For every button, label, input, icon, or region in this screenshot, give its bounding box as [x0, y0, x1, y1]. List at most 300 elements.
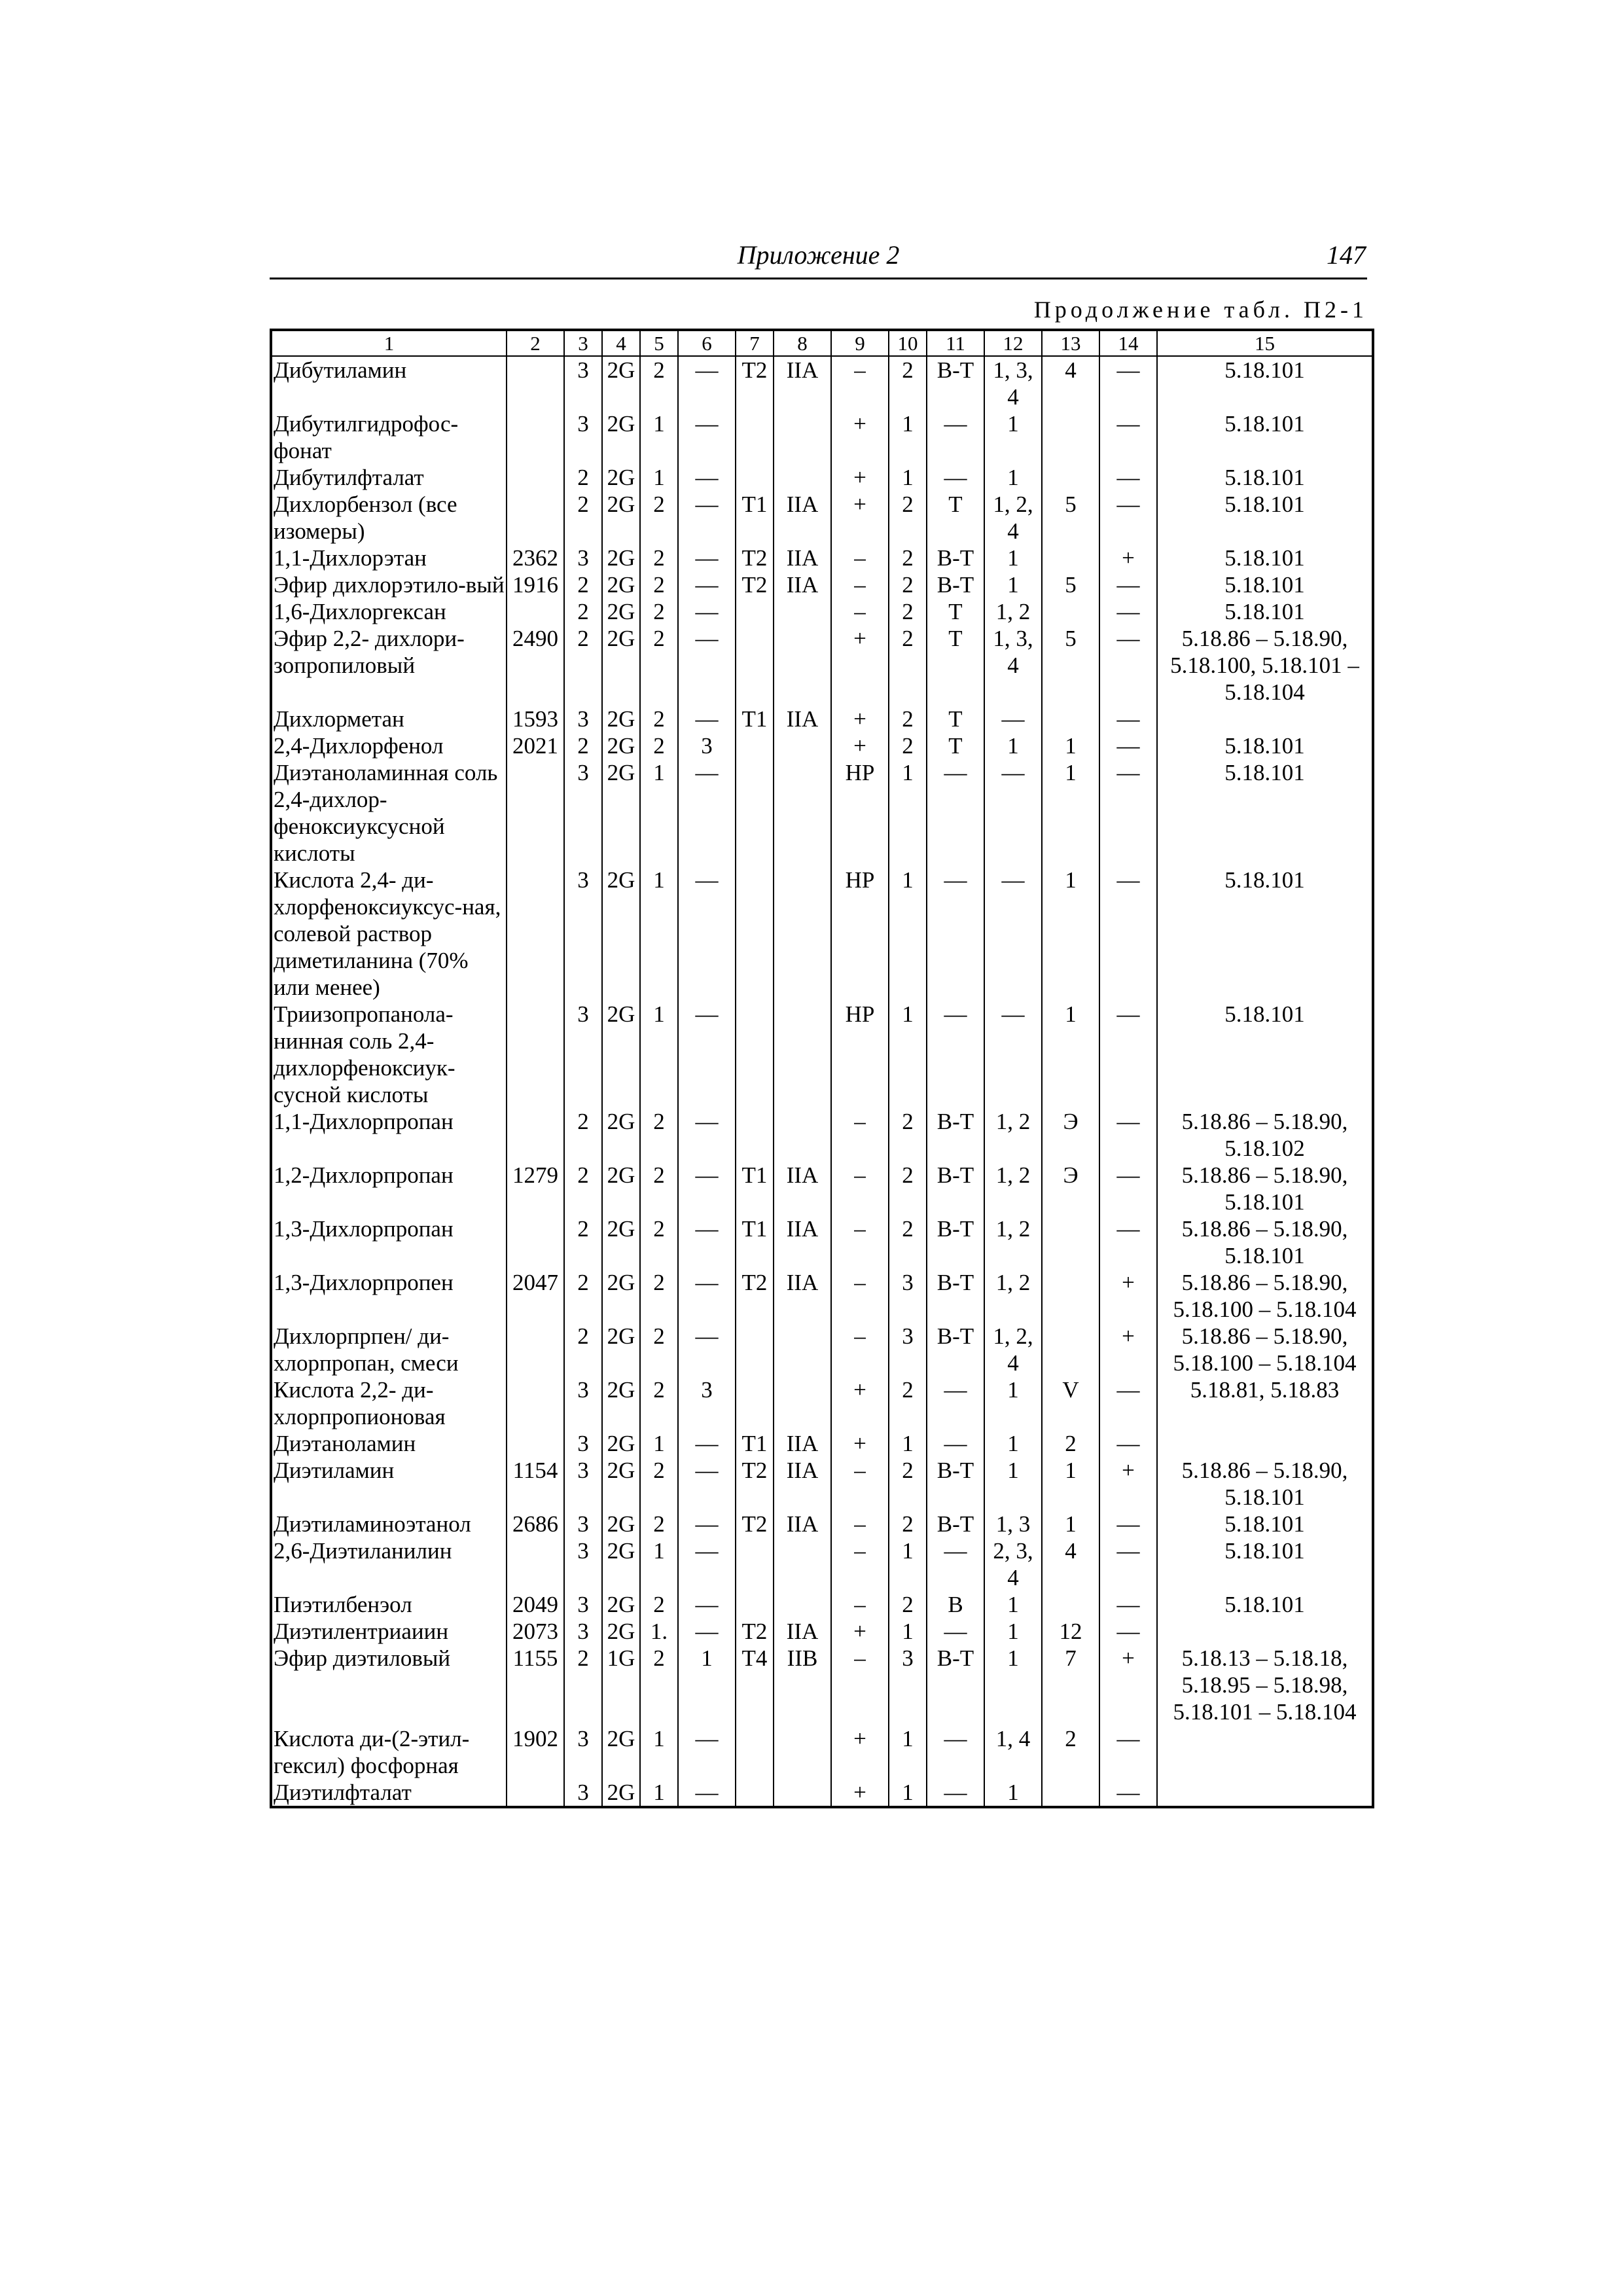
table-cell: – [831, 571, 889, 598]
table-cell [736, 410, 774, 464]
table-cell: 1 [889, 1537, 927, 1591]
table-row [271, 1618, 1373, 1645]
table-cell: 2 [889, 1511, 927, 1537]
table-cell: 5 [1042, 571, 1099, 598]
table-cell: 1, 2 [984, 1162, 1042, 1215]
column-header: 11 [927, 330, 984, 356]
table-cell: — [927, 759, 984, 867]
table-cell: 5.18.86 – 5.18.90, 5.18.100 – 5.18.104 [1157, 1269, 1373, 1323]
table-row [271, 706, 1373, 732]
table-cell: 2686 [507, 1511, 564, 1537]
table-cell: 1155 [507, 1645, 564, 1725]
table-cell: — [678, 1725, 736, 1779]
table-cell: T2 [736, 1511, 774, 1537]
table-cell [736, 867, 774, 1001]
table-cell: 2G [602, 1457, 640, 1511]
substance-name-cell: Диэтилфталат [271, 1779, 507, 1807]
table-cell: 1 [640, 464, 678, 491]
table-cell: 2G [602, 1618, 640, 1645]
table-cell: — [1099, 1511, 1157, 1537]
table-cell: 2 [889, 356, 927, 410]
table-cell: 3 [564, 1001, 602, 1108]
table-cell: — [678, 867, 736, 1001]
table-cell: V [1042, 1376, 1099, 1430]
table-cell: + [831, 732, 889, 759]
table-cell [507, 1001, 564, 1108]
table-cell: 2 [640, 545, 678, 571]
table-row [271, 1269, 1373, 1323]
substance-name-cell: Диэтаноламинная соль 2,4-дихлор-феноксиуксусной кислоты [271, 759, 507, 867]
table-row [271, 867, 1373, 1001]
table-cell: 2 [564, 625, 602, 706]
table-cell: 2 [889, 571, 927, 598]
table-cell [507, 356, 564, 410]
table-row [271, 1457, 1373, 1511]
table-cell: — [678, 1430, 736, 1457]
table-cell: — [1099, 1537, 1157, 1591]
table-cell: 2 [564, 1645, 602, 1725]
table-cell: 2 [640, 491, 678, 545]
table-cell: 3 [564, 1725, 602, 1779]
table-cell [736, 1537, 774, 1591]
table-cell: — [678, 1591, 736, 1618]
table-cell [507, 410, 564, 464]
table-cell [1157, 1618, 1373, 1645]
table-cell [1042, 410, 1099, 464]
table-cell [1042, 1323, 1099, 1376]
table-cell: 2 [889, 545, 927, 571]
table-cell: 3 [564, 1779, 602, 1807]
table-cell: — [678, 464, 736, 491]
table-cell: T2 [736, 571, 774, 598]
table-cell: B-T [927, 1645, 984, 1725]
table-cell: 5.18.101 [1157, 410, 1373, 464]
table-cell: — [1099, 1725, 1157, 1779]
table-cell: 1, 2 [984, 598, 1042, 625]
table-cell [507, 1430, 564, 1457]
table-cell: IIA [774, 706, 831, 732]
table-row [271, 1430, 1373, 1457]
table-cell: 2 [640, 598, 678, 625]
table-cell: 3 [564, 1618, 602, 1645]
table-cell [1042, 1591, 1099, 1618]
table-cell: + [831, 1376, 889, 1430]
table-cell [774, 1323, 831, 1376]
table-cell [774, 598, 831, 625]
table-row [271, 1162, 1373, 1215]
table-cell: — [1099, 1001, 1157, 1108]
table-cell [1157, 1779, 1373, 1807]
table-cell: — [1099, 1591, 1157, 1618]
table-row [271, 571, 1373, 598]
table-cell: 5.18.101 [1157, 356, 1373, 410]
table-row [271, 1537, 1373, 1591]
table-cell: 5.18.86 – 5.18.90, 5.18.101 [1157, 1457, 1373, 1511]
table-cell: 1 [889, 1725, 927, 1779]
table-cell [736, 1591, 774, 1618]
table-cell: — [678, 1779, 736, 1807]
table-cell: 2 [640, 1591, 678, 1618]
table-cell [1042, 706, 1099, 732]
table-cell: 3 [678, 1376, 736, 1430]
table-cell [774, 464, 831, 491]
table-cell: 1 [1042, 759, 1099, 867]
table-cell [1042, 1269, 1099, 1323]
table-cell: 2 [640, 1108, 678, 1162]
table-cell: 2 [889, 1376, 927, 1430]
table-cell: 1 [678, 1645, 736, 1725]
substance-name-cell: Эфир дихлорэтило-вый [271, 571, 507, 598]
table-cell: T [927, 491, 984, 545]
table-row [271, 1511, 1373, 1537]
table-cell: 3 [564, 1376, 602, 1430]
table-cell: — [678, 356, 736, 410]
table-cell: 1902 [507, 1725, 564, 1779]
table-cell [736, 464, 774, 491]
table-cell [507, 1108, 564, 1162]
table-cell: — [1099, 625, 1157, 706]
table-cell: 2G [602, 410, 640, 464]
table-cell: B-T [927, 1108, 984, 1162]
substance-name-cell: Дибутиламин [271, 356, 507, 410]
table-cell: 5.18.81, 5.18.83 [1157, 1376, 1373, 1430]
substance-name-cell: 2,6-Диэтиланилин [271, 1537, 507, 1591]
table-cell [736, 598, 774, 625]
table-cell: — [1099, 1376, 1157, 1430]
table-cell: — [1099, 1430, 1157, 1457]
table-cell: 2G [602, 732, 640, 759]
table-cell: — [678, 1457, 736, 1511]
table-cell: 2362 [507, 545, 564, 571]
table-cell: 1 [640, 1779, 678, 1807]
table-cell: — [1099, 732, 1157, 759]
table-cell [774, 732, 831, 759]
table-cell [774, 1591, 831, 1618]
table-cell: + [831, 410, 889, 464]
table-cell: 2G [602, 1537, 640, 1591]
table-cell: T [927, 732, 984, 759]
column-header: 3 [564, 330, 602, 356]
table-cell: 1 [889, 1618, 927, 1645]
table-cell: — [678, 491, 736, 545]
table-cell: 2 [889, 598, 927, 625]
table-cell: 2G [602, 545, 640, 571]
table-cell: 3 [564, 1457, 602, 1511]
table-cell: 1, 2 [984, 1215, 1042, 1269]
table-cell: + [831, 625, 889, 706]
table-cell [774, 410, 831, 464]
table-cell: 1, 2 [984, 1269, 1042, 1323]
table-cell: — [1099, 464, 1157, 491]
table-cell: 5.18.86 – 5.18.90, 5.18.101 [1157, 1162, 1373, 1215]
table-cell: 2 [889, 1108, 927, 1162]
table-cell: 2 [889, 706, 927, 732]
table-cell: 2490 [507, 625, 564, 706]
substance-name-cell: 2,4-Дихлорфенол [271, 732, 507, 759]
table-cell: 2 [889, 1162, 927, 1215]
table-cell: T2 [736, 356, 774, 410]
table-cell: 2G [602, 867, 640, 1001]
table-cell: 1 [1042, 1511, 1099, 1537]
table-cell: — [678, 598, 736, 625]
table-cell: T2 [736, 1269, 774, 1323]
table-cell: 5.18.101 [1157, 1591, 1373, 1618]
table-cell: — [1099, 598, 1157, 625]
table-cell: IIA [774, 1430, 831, 1457]
table-cell: — [678, 1001, 736, 1108]
table-cell: B [927, 1591, 984, 1618]
substance-name-cell: Дибутилфталат [271, 464, 507, 491]
table-row [271, 1376, 1373, 1430]
table-cell: 5.18.101 [1157, 1511, 1373, 1537]
table-cell: + [831, 1618, 889, 1645]
table-cell [1042, 545, 1099, 571]
table-cell: 5.18.101 [1157, 1001, 1373, 1108]
table-cell: 1 [984, 1618, 1042, 1645]
substance-name-cell: 1,3-Дихлорпропен [271, 1269, 507, 1323]
substance-name-cell: Пиэтилбенэол [271, 1591, 507, 1618]
table-cell: B-T [927, 356, 984, 410]
table-cell: 2021 [507, 732, 564, 759]
table-cell: 2 [564, 1162, 602, 1215]
table-cell: — [1099, 1215, 1157, 1269]
table-cell [507, 1537, 564, 1591]
table-cell: T2 [736, 1457, 774, 1511]
table-cell: + [1099, 1457, 1157, 1511]
table-cell: B-T [927, 1511, 984, 1537]
table-cell [507, 1323, 564, 1376]
table-cell: B-T [927, 571, 984, 598]
table-cell: B-T [927, 1162, 984, 1215]
table-cell: 2047 [507, 1269, 564, 1323]
table-cell: — [1099, 759, 1157, 867]
table-cell: 2G [602, 625, 640, 706]
table-cell: Э [1042, 1162, 1099, 1215]
substance-name-cell: Диэтиламиноэтанол [271, 1511, 507, 1537]
table-cell [774, 1779, 831, 1807]
table-cell: 2 [640, 1323, 678, 1376]
substance-name-cell: Триизопропанола-нинная соль 2,4-дихлорфеноксиук-сусной кислоты [271, 1001, 507, 1108]
table-row [271, 1215, 1373, 1269]
table-row [271, 1591, 1373, 1618]
table-cell: 2 [640, 1457, 678, 1511]
table-cell: 1, 2 [984, 1108, 1042, 1162]
table-cell: T2 [736, 545, 774, 571]
substance-name-cell: 1,1-Дихлорэтан [271, 545, 507, 571]
table-cell [736, 1376, 774, 1430]
table-cell: 2 [564, 1269, 602, 1323]
table-cell: — [1099, 1779, 1157, 1807]
table-cell: 1 [984, 545, 1042, 571]
table-cell: 1 [984, 1779, 1042, 1807]
table-cell: + [1099, 1645, 1157, 1725]
table-cell: 1 [640, 867, 678, 1001]
table-cell: — [1099, 571, 1157, 598]
table-cell: + [831, 1725, 889, 1779]
table-cell: 2 [640, 732, 678, 759]
table-cell [774, 1725, 831, 1779]
table-cell: – [831, 1162, 889, 1215]
table-cell: 2 [640, 625, 678, 706]
table-cell [736, 732, 774, 759]
table-cell [507, 759, 564, 867]
substance-name-cell: 1,1-Дихлорпропан [271, 1108, 507, 1162]
table-cell: – [831, 1323, 889, 1376]
table-cell [736, 1108, 774, 1162]
table-cell: — [1099, 356, 1157, 410]
table-cell: 2 [640, 1511, 678, 1537]
table-row [271, 464, 1373, 491]
table-cell: 2G [602, 759, 640, 867]
table-cell: 2G [602, 1162, 640, 1215]
table-body [271, 356, 1373, 1807]
table-cell: Э [1042, 1108, 1099, 1162]
table-cell: – [831, 1215, 889, 1269]
table-cell: 3 [564, 1591, 602, 1618]
table-cell: T1 [736, 1430, 774, 1457]
table-cell: — [927, 1537, 984, 1591]
table-cell: 1 [984, 410, 1042, 464]
table-cell: 2G [602, 464, 640, 491]
table-cell: T [927, 706, 984, 732]
table-cell: 1 [889, 410, 927, 464]
table-cell: 5.18.101 [1157, 732, 1373, 759]
table-cell: — [678, 1215, 736, 1269]
table-cell: 2G [602, 1430, 640, 1457]
table-cell: 5.18.101 [1157, 464, 1373, 491]
table-cell: IIB [774, 1645, 831, 1725]
column-header: 6 [678, 330, 736, 356]
table-cell: 5.18.101 [1157, 1537, 1373, 1591]
table-cell: — [678, 1108, 736, 1162]
column-header: 8 [774, 330, 831, 356]
table-cell [1157, 706, 1373, 732]
table-cell: 3 [564, 356, 602, 410]
table-cell: T [927, 625, 984, 706]
table-row [271, 732, 1373, 759]
table-cell: — [984, 867, 1042, 1001]
table-cell: IIA [774, 1618, 831, 1645]
table-cell: HP [831, 867, 889, 1001]
table-cell [1042, 464, 1099, 491]
table-cell: 2, 3, 4 [984, 1537, 1042, 1591]
table-cell: — [1099, 1108, 1157, 1162]
column-header: 13 [1042, 330, 1099, 356]
column-header: 14 [1099, 330, 1157, 356]
table-cell: 2G [602, 1376, 640, 1430]
table-cell: 2 [1042, 1725, 1099, 1779]
table-cell: 5.18.86 – 5.18.90, 5.18.100, 5.18.101 – 5.18.104 [1157, 625, 1373, 706]
table-row [271, 356, 1373, 410]
table-cell: 2 [889, 1215, 927, 1269]
table-cell [774, 867, 831, 1001]
table-cell: 2049 [507, 1591, 564, 1618]
substance-name-cell: Дибутилгидрофос-фонат [271, 410, 507, 464]
table-cell: 3 [889, 1645, 927, 1725]
table-cell: 5.18.86 – 5.18.90, 5.18.101 [1157, 1215, 1373, 1269]
table-cell: — [984, 706, 1042, 732]
table-cell: — [1099, 1618, 1157, 1645]
table-cell [774, 1001, 831, 1108]
table-cell [507, 598, 564, 625]
table-cell: T1 [736, 1162, 774, 1215]
table-cell: — [984, 1001, 1042, 1108]
table-cell: 2 [564, 1215, 602, 1269]
table-cell: + [831, 1430, 889, 1457]
table-cell: 2 [640, 1269, 678, 1323]
table-cell: 1, 3 [984, 1511, 1042, 1537]
table-cell: — [927, 1779, 984, 1807]
table-cell: 3 [564, 545, 602, 571]
page-header [270, 237, 1367, 279]
table-cell [507, 464, 564, 491]
table-cell: 2 [564, 598, 602, 625]
table-cell: T1 [736, 706, 774, 732]
substance-name-cell: Кислота 2,2- ди-хлорпропионовая [271, 1376, 507, 1430]
table-cell: 3 [564, 759, 602, 867]
substance-name-cell: Дихлорпрпен/ ди-хлорпропан, смеси [271, 1323, 507, 1376]
table-cell [736, 1001, 774, 1108]
table-cell: 1 [984, 1645, 1042, 1725]
table-cell: + [831, 1779, 889, 1807]
table-cell: 1 [889, 1779, 927, 1807]
table-cell: — [678, 571, 736, 598]
table-cell: 2G [602, 571, 640, 598]
substance-name-cell: 1,3-Дихлорпропан [271, 1215, 507, 1269]
table-cell: – [831, 1591, 889, 1618]
table-cell: – [831, 598, 889, 625]
table-cell: 3 [564, 1537, 602, 1591]
table-cell: 1 [984, 1457, 1042, 1511]
column-header: 5 [640, 330, 678, 356]
table-cell [736, 1323, 774, 1376]
substance-name-cell: Дихлорбензол (все изомеры) [271, 491, 507, 545]
table-cell: — [678, 759, 736, 867]
table-cell: 2 [1042, 1430, 1099, 1457]
table-cell [736, 759, 774, 867]
table-row [271, 410, 1373, 464]
table-cell: — [1099, 867, 1157, 1001]
table-cell: 2G [602, 706, 640, 732]
table-cell [1042, 1215, 1099, 1269]
substance-name-cell: Кислота 2,4- ди-хлорфеноксиуксус-ная, солевой раствор диметиланина (70% или менее) [271, 867, 507, 1001]
table-cell: — [927, 410, 984, 464]
table-cell: 5 [1042, 625, 1099, 706]
table-cell: — [678, 545, 736, 571]
table-cell: 2G [602, 491, 640, 545]
table-cell: 3 [889, 1323, 927, 1376]
table-cell: 2 [564, 1108, 602, 1162]
table-cell: + [1099, 545, 1157, 571]
column-header: 7 [736, 330, 774, 356]
table-cell: 1 [640, 410, 678, 464]
column-header: 10 [889, 330, 927, 356]
table-cell [736, 1779, 774, 1807]
table-cell: IIA [774, 1269, 831, 1323]
table-cell: 1, 3, 4 [984, 625, 1042, 706]
table-cell [774, 1537, 831, 1591]
table-cell [507, 491, 564, 545]
data-table [270, 329, 1374, 1808]
column-header: 12 [984, 330, 1042, 356]
table-cell: 1 [1042, 732, 1099, 759]
table-cell: — [678, 1511, 736, 1537]
table-cell: 3 [564, 706, 602, 732]
table-cell: 1 [889, 867, 927, 1001]
table-cell: 2G [602, 1215, 640, 1269]
table-cell: – [831, 356, 889, 410]
table-cell: — [984, 759, 1042, 867]
